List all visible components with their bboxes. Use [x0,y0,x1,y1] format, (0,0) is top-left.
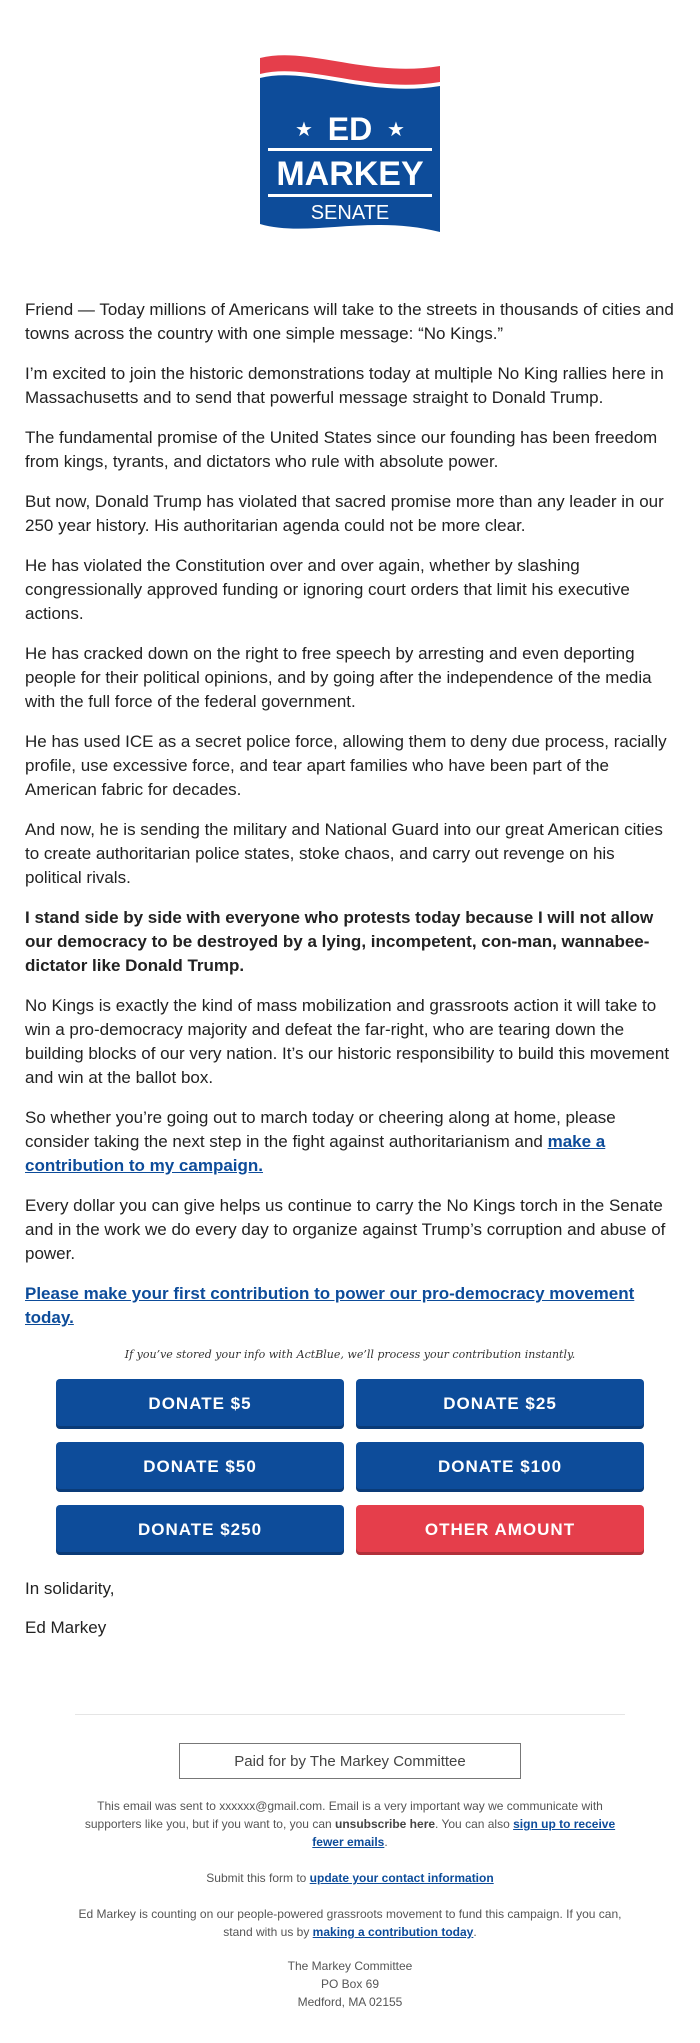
donate-5-button[interactable]: DONATE $5 [56,1379,344,1429]
cta-paragraph [25,1282,675,1330]
actblue-note: If you’ve stored your info with ActBlue, we’ll process your contribution instantly. [124,1348,576,1361]
paragraph-constitution: He has violated the Constitution over and over again, whether by slashing congressionally approved funding or ignoring court orders that limit his executive actions. [25,556,630,623]
email-sent-notice [0,1797,700,1851]
signoff-name: Ed Markey [25,1618,107,1637]
logo-star-right: ★ [387,117,405,141]
sent-period: . [384,1835,388,1849]
update-contact-link[interactable]: update your contact information [309,1871,494,1885]
email-footer [0,1714,700,2011]
paragraph-rallies: I’m excited to join the historic demonstrations today at multiple No King rallies here in Massachusetts and to send that powerful message straight to Donald Trump. [25,364,664,407]
sent-also: . You can also [435,1817,514,1831]
signoff-closing: In solidarity, [25,1579,115,1598]
donate-100-button[interactable]: DONATE $100 [356,1442,644,1492]
paragraph-every-dollar: Every dollar you can give helps us continue to carry the No Kings torch in the Senate and in the work we do every day to organize against Trump’s corruption and abuse of power. [25,1196,666,1263]
logo-rule-bottom [268,194,432,197]
fewer-emails-link[interactable]: sign up to receive fewer emails [312,1817,616,1849]
unsubscribe-link[interactable]: unsubscribe here [335,1817,436,1831]
other-amount-button[interactable]: OTHER AMOUNT [356,1505,644,1555]
logo-senate: SENATE [310,202,390,224]
next-step-text: So whether you’re going out to march today or cheering along at home, please consider taking the next step in the fight against authoritarianism and [25,1108,616,1151]
grassroots-text: Ed Markey is counting on our people-powered grassroots movement to fund this campaign. If you can, stand with us by [78,1907,622,1939]
donate-50-button[interactable]: DONATE $50 [56,1442,344,1492]
logo-ed: ED [327,111,373,147]
ed-markey-senate-logo [258,52,442,234]
grassroots-period: . [473,1925,477,1939]
paragraph-violated-promise: But now, Donald Trump has violated that sacred promise more than any leader in our 250 year history. His authoritarian agenda could not be more clear. [25,492,664,535]
logo-rule-top [268,148,432,151]
footer-divider [75,1714,625,1715]
paragraph-stand-side-by-side: I stand side by side with everyone who protests today because I will not allow our democracy to be destroyed by a lying, incompetent, con-man, wannabee-dictator like Donald Trump. [25,908,654,975]
address-line-3: Medford, MA 02155 [297,1995,403,2009]
donate-250-button[interactable]: DONATE $250 [56,1505,344,1555]
donate-25-button[interactable]: DONATE $25 [356,1379,644,1429]
logo-markey: MARKEY [276,155,424,193]
paragraph-next-step [25,1106,675,1178]
address-line-1: The Markey Committee [287,1959,413,1973]
update-info-notice [0,1869,700,1887]
paragraph-founding: The fundamental promise of the United States since our founding has been freedom from kings, tyrants, and dictators who rule with absolute power. [25,428,658,471]
update-prefix: Submit this form to [206,1871,310,1885]
donate-button-grid [56,1379,675,1555]
paragraph-intro: Friend — Today millions of Americans will take to the streets in thousands of cities and towns across the country with one simple message: “No Kings.” [25,300,674,343]
first-contribution-link[interactable]: Please make your first contribution to power our pro-democracy movement today. [25,1284,635,1327]
logo-header [0,0,700,275]
sent-middle: . Email is a very important way we communicate with supporters like you, but if you want to, you can [84,1799,603,1831]
paragraph-no-kings: No Kings is exactly the kind of mass mobilization and grassroots action it will take to win a pro-democracy majority and defeat the far-right, who are tearing down the building blocks of our very nation. It’s our historic responsibility to build this movement and win at the ballot box. [25,996,670,1087]
paragraph-military: And now, he is sending the military and National Guard into our great American cities to create authoritarian police states, stoke chaos, and carry out revenge on his political rivals. [25,820,663,887]
grassroots-notice [0,1905,700,1941]
sent-prefix: This email was sent to [97,1799,220,1813]
recipient-email: xxxxxx@gmail.com [219,1799,323,1813]
paragraph-free-speech: He has cracked down on the right to free speech by arresting and even deporting people for their political opinions, and by going after the independence of the media with the full force of the federal government. [25,644,652,711]
email-body [0,275,700,1639]
mailing-address [0,1957,700,2011]
address-line-2: PO Box 69 [320,1977,380,1991]
paragraph-ice: He has used ICE as a secret police force, allowing them to deny due process, racially profile, use excessive force, and tear apart families who have been part of the American fabric for decades. [25,732,667,799]
making-contribution-link[interactable]: making a contribution today [312,1925,474,1939]
paid-for-box: Paid for by The Markey Committee [179,1743,521,1779]
logo-star-left: ★ [295,117,313,141]
contribution-link[interactable]: make a contribution to my campaign. [25,1132,606,1175]
